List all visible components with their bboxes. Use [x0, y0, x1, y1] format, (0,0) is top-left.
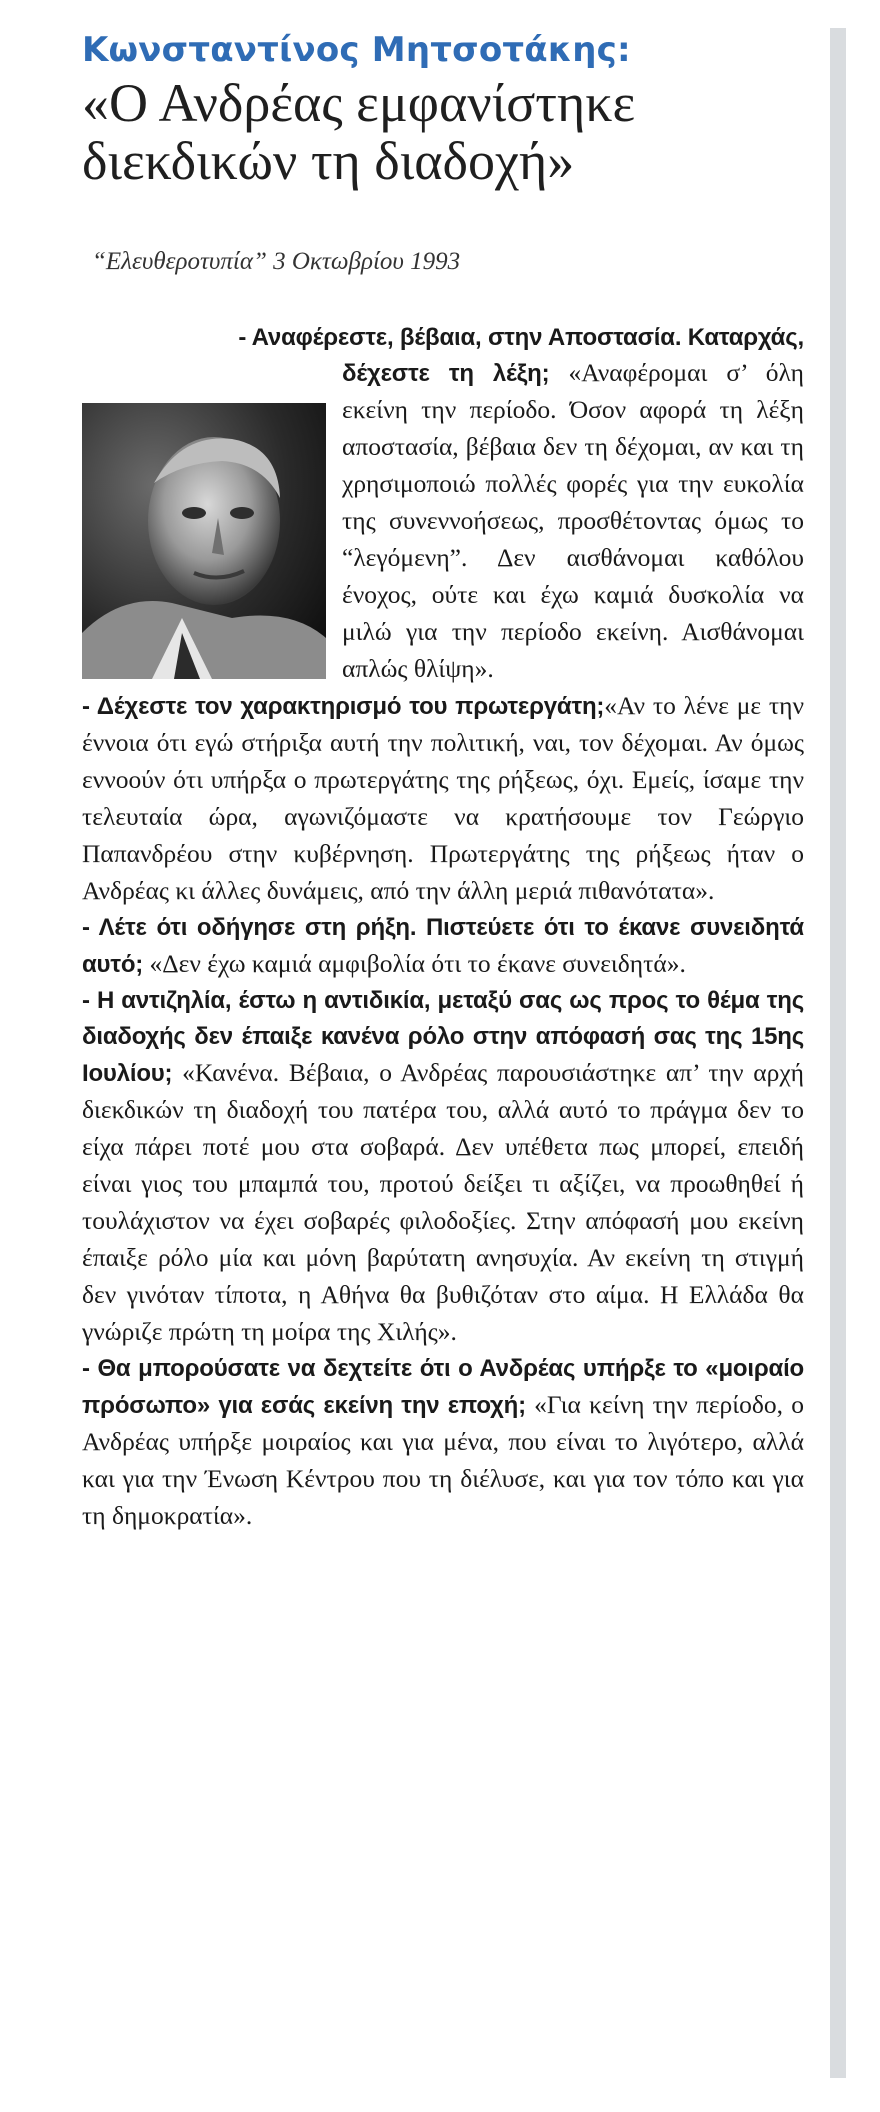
article-headline: «Ο Ανδρέας εμφανίστηκε διεκδικών τη διαδοχή» [82, 73, 636, 191]
answer-2: «Αν το λένε με την έννοια ότι εγώ στήριξα αυτή την πολιτική, ναι, τον δέχομαι. Αν όμως εννοούν ότι υπήρξα ο πρωτεργάτης της ρήξεως, όχι. Εμείς, ίσαμε την τελευταία ώρα, αγωνιζόμαστε να κρατήσουμε τον Γεώργιο Παπανδρέου στην κυβέρνηση. Πρωτεργάτης της ρήξεως ήταν ο Ανδρέας κι άλλες δυνάμεις, από την άλλη μεριά πιθανότατα». [82, 691, 804, 905]
question-1-line-1: - Αναφέρεστε, βέβαια, στην Αποστασία. Καταρχάς, [238, 324, 804, 351]
article-body [82, 320, 804, 1535]
qa-paragraph-2 [82, 688, 804, 910]
answer-3: «Δεν έχω καμιά αμφιβολία ότι το έκανε συνειδητά». [143, 949, 686, 978]
question-1-line-2: δέχεστε τη λέξη; [342, 360, 550, 387]
question-3: - Λέτε ότι οδήγησε στη ρήξη. Πιστεύετε ότι το έκανε συνειδητά αυτό; [82, 914, 804, 978]
answer-1: «Αναφέρομαι σ’ όλη εκείνη την περίοδο. Όσον αφορά τη λέξη αποστασία, βέβαια δεν τη δέχομαι, αν και τη χρησιμοποιώ πολλές φορές για την ευκολία της συνεννοήσεως, προσθέτοντας όμως το “λεγόμενη”. Δεν αισθάνομαι καθόλου ένοχος, ούτε και έχω καμιά δυσκολία να μιλώ για την περίοδο εκείνη. Αισθάνομαι απλώς θλίψη». [342, 358, 804, 683]
qa-paragraph-4 [82, 983, 804, 1351]
qa-paragraph-5 [82, 1351, 804, 1535]
portrait-image [82, 403, 326, 679]
answer-4: «Κανένα. Βέβαια, ο Ανδρέας παρουσιάστηκε απ’ την αρχή διεκδικών τη διαδοχή του πατέρα του, αλλά αυτό το πράγμα δεν το είχα πάρει ποτέ μου στα σοβαρά. Δεν υπέθετα πως μπορεί, επειδή είναι γιος του μπαμπά του, προτού δείξει τι αξίζει, να προωθηθεί ή τουλάχιστον να έχει σοβαρές φιλοδοξίες. Στην απόφασή μου εκείνη έπαιξε ρόλο μία και μόνη βαρύτατη ανησυχία. Αν εκείνη τη στιγμή δεν γινόταν τίποτα, η Αθήνα θα βυθιζόταν στο αίμα. Η Ελλάδα θα γνώριζε πρώτη τη μοίρα της Χιλής». [82, 1058, 804, 1346]
qa-paragraph-3 [82, 910, 804, 983]
qa-paragraph-1 [82, 320, 804, 688]
article-kicker: Κωνσταντίνος Μητσοτάκης: [82, 30, 631, 70]
portrait-photo [82, 403, 326, 679]
question-4: - Η αντιζηλία, έστω η αντιδικία, μεταξύ σας ως προς το θέμα της διαδοχής δεν έπαιξε κανένα ρόλο στην απόφασή σας της 15ης Ιουλίου; [82, 987, 804, 1087]
question-2: - Δέχεστε τον χαρακτηρισμό του πρωτεργάτη; [82, 693, 605, 720]
article-source: “Ελευθεροτυπία” 3 Οκτωβρίου 1993 [92, 248, 461, 275]
question-5: - Θα μπορούσατε να δεχτείτε ότι ο Ανδρέας υπήρξε το «μοιραίο πρόσωπο» για εσάς εκείνη την εποχή; [82, 1355, 804, 1419]
answer-5: «Για κείνη την περίοδο, ο Ανδρέας υπήρξε μοιραίος και για μένα, που είναι το λιγότερο, αλλά και για την Ένωση Κέντρου που τη διέλυσε, και για τον τόπο και για τη δημοκρατία». [82, 1390, 804, 1530]
article-column [82, 28, 804, 1535]
article-page [62, 28, 846, 2078]
